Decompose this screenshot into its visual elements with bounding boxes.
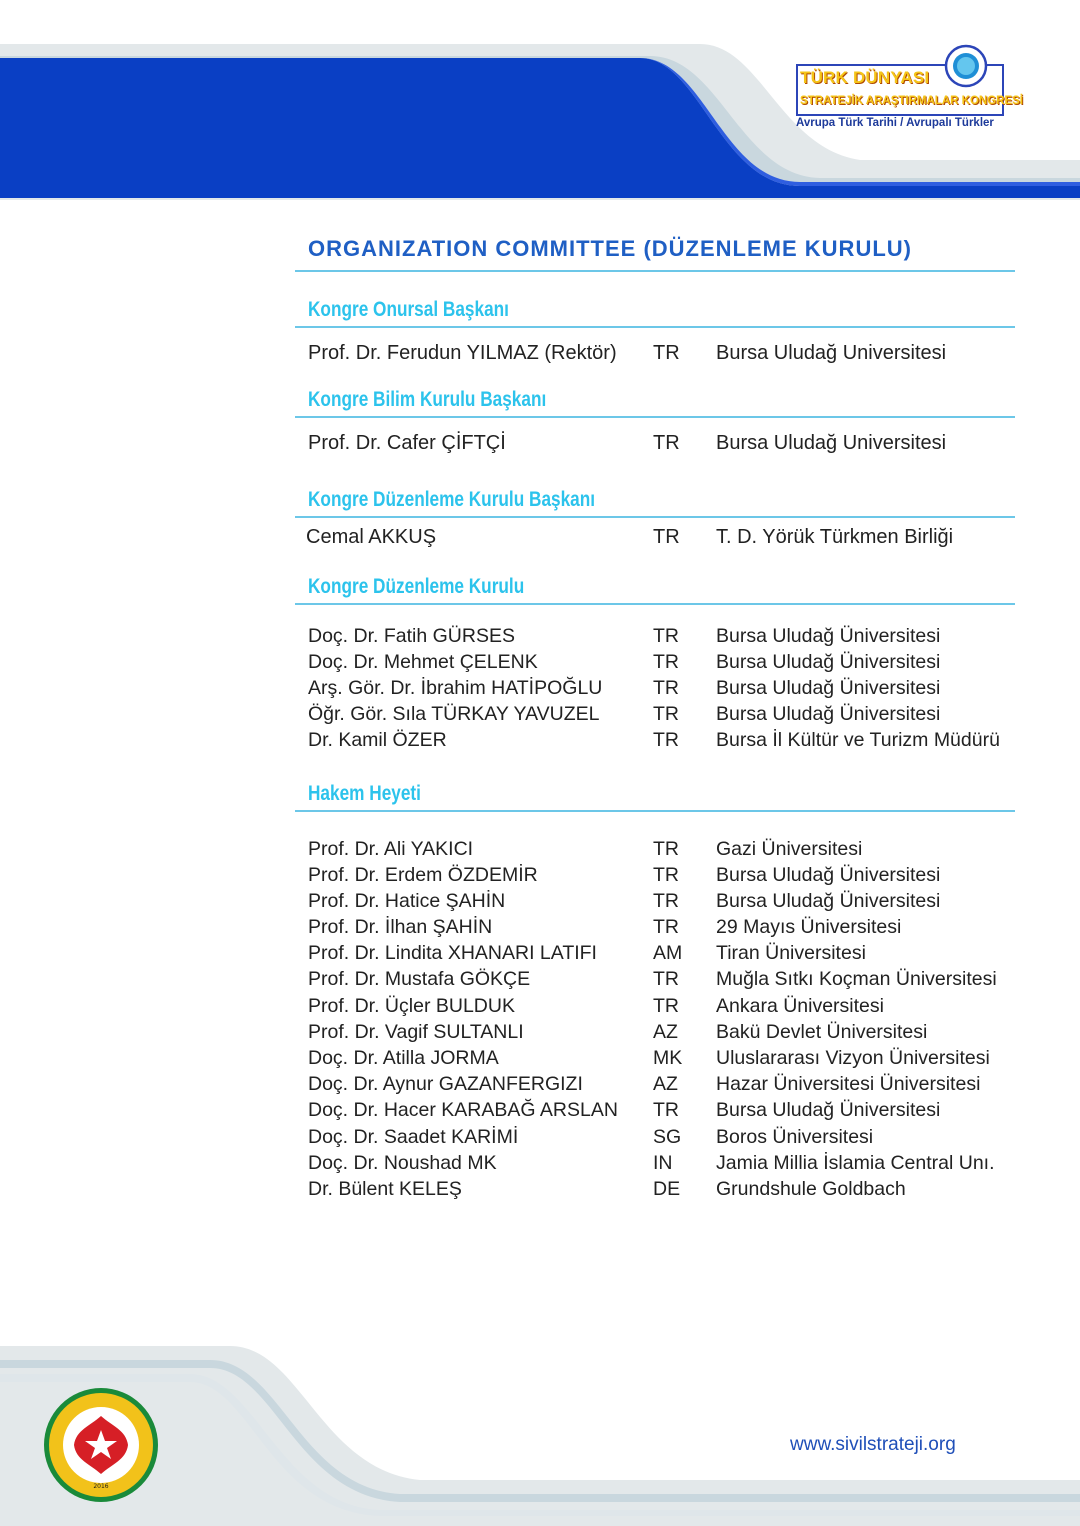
member-name: Dr. Kamil ÖZER xyxy=(308,729,447,752)
member-institution: Bursa Uludağ Üniversitesi xyxy=(716,889,941,912)
member-country: TR xyxy=(653,837,679,860)
section-title: Kongre Onursal Başkanı xyxy=(308,298,509,321)
member-institution: Bursa Uludağ Üniversitesi xyxy=(716,650,941,673)
member-country: AZ xyxy=(653,1073,678,1096)
member-institution: Bursa Uludağ Üniversitesi xyxy=(716,676,941,699)
yoruk-turkmen-emblem-icon xyxy=(42,1386,160,1504)
member-name: Dr. Bülent KELEŞ xyxy=(308,1177,462,1200)
member-institution: Bursa İl Kültür ve Turizm Müdürü xyxy=(716,729,1000,752)
member-country: TR xyxy=(653,994,679,1017)
member-country: TR xyxy=(653,889,679,912)
member-row xyxy=(308,1126,1015,1152)
member-row xyxy=(308,625,1015,651)
member-row xyxy=(308,1099,1015,1125)
page-title: ORGANIZATION COMMITTEE (DÜZENLEME KURULU) xyxy=(295,236,1015,272)
member-row xyxy=(308,1021,1015,1047)
member-institution: Boros Üniversitesi xyxy=(716,1125,874,1148)
member-row xyxy=(308,432,1015,458)
member-institution: Bursa Uludağ Üniversitesi xyxy=(716,624,941,647)
member-row xyxy=(308,968,1015,994)
member-country: TR xyxy=(653,916,679,939)
member-institution: Hazar Üniversitesi Üniversitesi xyxy=(716,1073,981,1096)
member-institution: Bursa Uludağ Universitesi xyxy=(716,342,947,364)
member-name: Prof. Dr. İlhan ŞAHİN xyxy=(308,916,493,939)
member-institution: Jamia Millia İslamia Central Unı. xyxy=(716,1151,995,1174)
member-country: TR xyxy=(653,676,679,699)
member-institution: Tiran Üniversitesi xyxy=(716,942,866,965)
member-name: Prof. Dr. Hatice ŞAHİN xyxy=(308,889,506,912)
member-institution: Muğla Sıtkı Koçman Üniversitesi xyxy=(716,968,997,991)
section-honorary-chair xyxy=(295,298,1015,368)
member-row xyxy=(308,703,1015,729)
member-name: Prof. Dr. Cafer ÇİFTÇİ xyxy=(308,432,506,455)
member-institution: Gazi Üniversitesi xyxy=(716,837,863,860)
member-name: Prof. Dr. Mustafa GÖKÇE xyxy=(308,968,531,991)
member-country: IN xyxy=(653,1151,673,1174)
member-country: TR xyxy=(653,342,680,364)
member-country: TR xyxy=(653,703,679,726)
member-institution: 29 Mayıs Üniversitesi xyxy=(716,916,902,939)
member-row xyxy=(308,890,1015,916)
footer-website-link[interactable]: www.sivilstrateji.org xyxy=(790,1434,956,1455)
member-row xyxy=(308,729,1015,755)
section-science-chair xyxy=(295,388,1015,458)
section-title-wrap xyxy=(295,298,1015,328)
member-name: Prof. Dr. Ferudun YILMAZ (Rektör) xyxy=(308,342,617,364)
member-row xyxy=(308,942,1015,968)
member-row xyxy=(308,1073,1015,1099)
university-seal-icon xyxy=(944,44,988,88)
member-institution: Bakü Devlet Üniversitesi xyxy=(716,1020,928,1043)
member-country: SG xyxy=(653,1125,682,1148)
section-referee-board xyxy=(295,782,1015,1205)
member-country: AZ xyxy=(653,1020,678,1043)
member-institution: Bursa Uludağ Üniversitesi xyxy=(716,1099,941,1122)
member-name: Öğr. Gör. Sıla TÜRKAY YAVUZEL xyxy=(308,703,600,726)
member-country: TR xyxy=(653,432,680,455)
section-title-wrap xyxy=(295,575,1015,605)
member-name: Prof. Dr. Ali YAKICI xyxy=(308,837,474,860)
member-country: AM xyxy=(653,942,683,965)
member-name: Doç. Dr. Hacer KARABAĞ ARSLAN xyxy=(308,1099,618,1122)
member-country: DE xyxy=(653,1177,681,1200)
member-row xyxy=(308,838,1015,864)
member-name: Doç. Dr. Fatih GÜRSES xyxy=(308,624,515,647)
member-country: TR xyxy=(653,650,679,673)
logo-line-1: TÜRK DÜNYASI xyxy=(800,68,930,87)
section-title: Kongre Düzenleme Kurulu xyxy=(308,574,525,598)
section-title: Kongre Bilim Kurulu Başkanı xyxy=(308,388,547,412)
member-row xyxy=(308,1047,1015,1073)
member-institution: Bursa Uludağ Universitesi xyxy=(716,432,947,455)
member-country: TR xyxy=(653,968,679,991)
member-row xyxy=(308,1178,1015,1204)
member-country: TR xyxy=(653,863,679,886)
member-country: TR xyxy=(653,526,680,549)
section-title: Kongre Düzenleme Kurulu Başkanı xyxy=(308,488,596,512)
section-title-wrap xyxy=(295,388,1015,418)
member-row xyxy=(308,864,1015,890)
member-name: Prof. Dr. Lindita XHANARI LATIFI xyxy=(308,942,597,965)
committee-content xyxy=(295,236,1015,1204)
member-row xyxy=(306,526,1015,552)
section-title-wrap xyxy=(295,488,1015,518)
member-institution: Bursa Uludağ Üniversitesi xyxy=(716,863,941,886)
member-name: Doç. Dr. Saadet KARİMİ xyxy=(308,1125,519,1148)
section-organizing-committee xyxy=(295,575,1015,756)
member-institution: T. D. Yörük Türkmen Birliği xyxy=(716,526,954,549)
member-institution: Ankara Üniversitesi xyxy=(716,994,884,1017)
member-row xyxy=(308,995,1015,1021)
member-name: Arş. Gör. Dr. İbrahim HATİPOĞLU xyxy=(308,676,603,699)
logo-subtitle: Avrupa Türk Tarihi / Avrupalı Türkler xyxy=(796,117,994,129)
member-row xyxy=(308,651,1015,677)
footer-banner xyxy=(0,1330,1080,1526)
member-name: Doç. Dr. Mehmet ÇELENK xyxy=(308,650,538,673)
member-row xyxy=(308,677,1015,703)
member-name: Prof. Dr. Erdem ÖZDEMİR xyxy=(308,863,538,886)
member-country: TR xyxy=(653,729,679,752)
member-name: Doç. Dr. Noushad MK xyxy=(308,1151,497,1174)
member-name: Prof. Dr. Üçler BULDUK xyxy=(308,994,515,1017)
emblem-year: 2016 xyxy=(93,1483,109,1490)
member-row xyxy=(308,342,1015,368)
member-institution: Grundshule Goldbach xyxy=(716,1177,906,1200)
member-name: Prof. Dr. Vagif SULTANLI xyxy=(308,1020,524,1043)
section-title-wrap xyxy=(295,782,1015,812)
logo-line-2: STRATEJİK ARAŞTIRMALAR KONGRESİ xyxy=(800,95,1023,107)
member-country: MK xyxy=(653,1047,683,1069)
member-row xyxy=(308,916,1015,942)
member-institution: Bursa Uludağ Üniversitesi xyxy=(716,703,941,726)
member-name: Doç. Dr. Atilla JORMA xyxy=(308,1047,499,1069)
section-organizing-chair xyxy=(295,488,1015,552)
member-country: TR xyxy=(653,624,679,647)
member-institution: Uluslararası Vizyon Üniversitesi xyxy=(716,1047,990,1069)
member-name: Cemal AKKUŞ xyxy=(306,526,437,549)
member-country: TR xyxy=(653,1099,679,1122)
section-title: Hakem Heyeti xyxy=(308,781,421,805)
member-row xyxy=(308,1152,1015,1178)
member-name: Doç. Dr. Aynur GAZANFERGIZI xyxy=(308,1073,583,1096)
